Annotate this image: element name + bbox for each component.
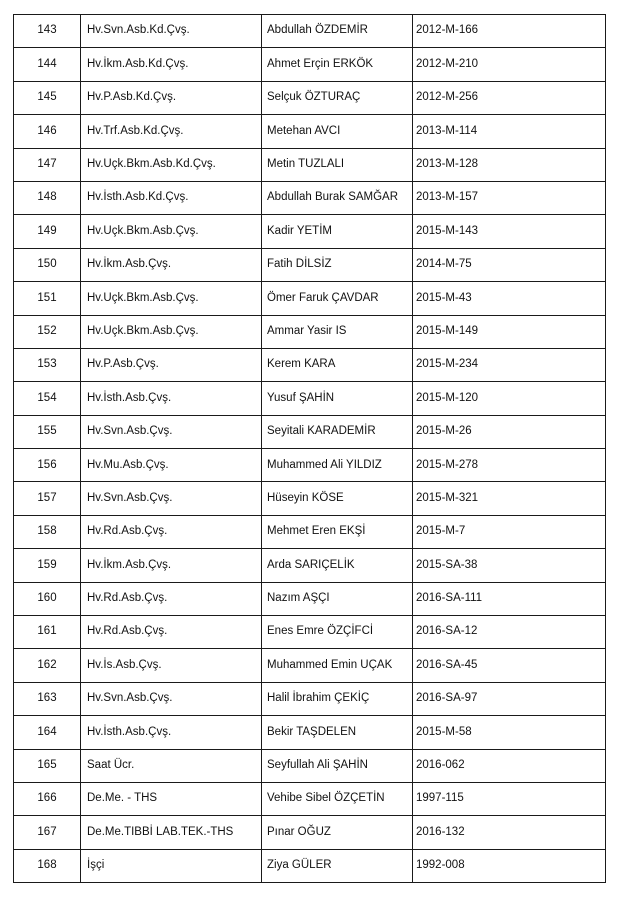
name-cell: Abdullah Burak SAMĞAR — [262, 181, 413, 214]
rank-cell: Hv.İsth.Asb.Kd.Çvş. — [81, 181, 262, 214]
registry-cell: 2015-M-234 — [413, 348, 606, 381]
rank-cell: Hv.P.Asb.Kd.Çvş. — [81, 81, 262, 114]
row-number: 152 — [14, 315, 81, 348]
name-cell: Pınar OĞUZ — [262, 816, 413, 849]
name-cell: Fatih DİLSİZ — [262, 248, 413, 281]
table-row — [14, 81, 606, 114]
row-number: 158 — [14, 515, 81, 548]
rank-cell: Hv.İkm.Asb.Çvş. — [81, 248, 262, 281]
row-number: 153 — [14, 348, 81, 381]
table-row — [14, 282, 606, 315]
table-row — [14, 15, 606, 48]
name-cell: Ahmet Erçin ERKÖK — [262, 48, 413, 81]
name-cell: Hüseyin KÖSE — [262, 482, 413, 515]
rank-cell: Hv.İsth.Asb.Çvş. — [81, 716, 262, 749]
table-row — [14, 348, 606, 381]
row-number: 145 — [14, 81, 81, 114]
rank-cell: Hv.Svn.Asb.Çvş. — [81, 482, 262, 515]
table-row — [14, 616, 606, 649]
rank-cell: Hv.P.Asb.Çvş. — [81, 348, 262, 381]
table-row — [14, 449, 606, 482]
registry-cell: 2015-M-43 — [413, 282, 606, 315]
row-number: 148 — [14, 181, 81, 214]
name-cell: Kadir YETİM — [262, 215, 413, 248]
row-number: 156 — [14, 449, 81, 482]
rank-cell: Hv.Rd.Asb.Çvş. — [81, 515, 262, 548]
row-number: 165 — [14, 749, 81, 782]
name-cell: Enes Emre ÖZÇİFCİ — [262, 616, 413, 649]
name-cell: Vehibe Sibel ÖZÇETİN — [262, 782, 413, 815]
row-number: 157 — [14, 482, 81, 515]
registry-cell: 2016-062 — [413, 749, 606, 782]
registry-cell: 2016-SA-12 — [413, 616, 606, 649]
rank-cell: Hv.Mu.Asb.Çvş. — [81, 449, 262, 482]
name-cell: Metehan AVCI — [262, 115, 413, 148]
table-row — [14, 515, 606, 548]
rank-cell: De.Me.TIBBİ LAB.TEK.-THS — [81, 816, 262, 849]
row-number: 167 — [14, 816, 81, 849]
name-cell: Muhammed Emin UÇAK — [262, 649, 413, 682]
table-row — [14, 48, 606, 81]
rank-cell: Hv.Uçk.Bkm.Asb.Çvş. — [81, 215, 262, 248]
name-cell: Ammar Yasir IS — [262, 315, 413, 348]
rank-cell: Saat Ücr. — [81, 749, 262, 782]
row-number: 166 — [14, 782, 81, 815]
row-number: 160 — [14, 582, 81, 615]
row-number: 149 — [14, 215, 81, 248]
row-number: 146 — [14, 115, 81, 148]
registry-cell: 2013-M-157 — [413, 181, 606, 214]
row-number: 159 — [14, 549, 81, 582]
registry-cell: 2013-M-114 — [413, 115, 606, 148]
name-cell: Arda SARIÇELİK — [262, 549, 413, 582]
registry-cell: 2015-M-26 — [413, 415, 606, 448]
registry-cell: 2016-SA-45 — [413, 649, 606, 682]
name-cell: Seyitali KARADEMİR — [262, 415, 413, 448]
table-row — [14, 248, 606, 281]
table-row — [14, 482, 606, 515]
row-number: 163 — [14, 682, 81, 715]
registry-cell: 2015-M-278 — [413, 449, 606, 482]
row-number: 161 — [14, 616, 81, 649]
rank-cell: De.Me. - THS — [81, 782, 262, 815]
rank-cell: Hv.İkm.Asb.Kd.Çvş. — [81, 48, 262, 81]
personnel-table — [13, 14, 606, 883]
name-cell: Kerem KARA — [262, 348, 413, 381]
rank-cell: Hv.Rd.Asb.Çvş. — [81, 616, 262, 649]
rank-cell: Hv.Uçk.Bkm.Asb.Çvş. — [81, 315, 262, 348]
rank-cell: Hv.Svn.Asb.Çvş. — [81, 682, 262, 715]
name-cell: Halil İbrahim ÇEKİÇ — [262, 682, 413, 715]
table-row — [14, 716, 606, 749]
name-cell: Metin TUZLALI — [262, 148, 413, 181]
registry-cell: 2014-M-75 — [413, 248, 606, 281]
row-number: 168 — [14, 849, 81, 882]
table-row — [14, 315, 606, 348]
row-number: 164 — [14, 716, 81, 749]
rank-cell: Hv.İkm.Asb.Çvş. — [81, 549, 262, 582]
row-number: 147 — [14, 148, 81, 181]
table-row — [14, 382, 606, 415]
row-number: 162 — [14, 649, 81, 682]
table-row — [14, 749, 606, 782]
name-cell: Ömer Faruk ÇAVDAR — [262, 282, 413, 315]
registry-cell: 2015-M-321 — [413, 482, 606, 515]
rank-cell: Hv.İsth.Asb.Çvş. — [81, 382, 262, 415]
table-row — [14, 415, 606, 448]
rank-cell: Hv.Uçk.Bkm.Asb.Kd.Çvş. — [81, 148, 262, 181]
table-row — [14, 582, 606, 615]
table-row — [14, 148, 606, 181]
table-row — [14, 782, 606, 815]
row-number: 150 — [14, 248, 81, 281]
row-number: 155 — [14, 415, 81, 448]
rank-cell: Hv.Uçk.Bkm.Asb.Çvş. — [81, 282, 262, 315]
table-row — [14, 816, 606, 849]
registry-cell: 2015-M-7 — [413, 515, 606, 548]
row-number: 151 — [14, 282, 81, 315]
table-row — [14, 849, 606, 882]
table-row — [14, 649, 606, 682]
registry-cell: 2012-M-256 — [413, 81, 606, 114]
name-cell: Mehmet Eren EKŞİ — [262, 515, 413, 548]
name-cell: Nazım AŞÇI — [262, 582, 413, 615]
registry-cell: 1992-008 — [413, 849, 606, 882]
name-cell: Yusuf ŞAHİN — [262, 382, 413, 415]
registry-cell: 2012-M-166 — [413, 15, 606, 48]
rank-cell: Hv.Svn.Asb.Çvş. — [81, 415, 262, 448]
row-number: 144 — [14, 48, 81, 81]
registry-cell: 1997-115 — [413, 782, 606, 815]
personnel-table-body — [14, 15, 606, 883]
table-row — [14, 549, 606, 582]
registry-cell: 2015-M-120 — [413, 382, 606, 415]
table-row — [14, 115, 606, 148]
name-cell: Selçuk ÖZTURAÇ — [262, 81, 413, 114]
rank-cell: İşçi — [81, 849, 262, 882]
registry-cell: 2015-M-149 — [413, 315, 606, 348]
registry-cell: 2012-M-210 — [413, 48, 606, 81]
row-number: 154 — [14, 382, 81, 415]
row-number: 143 — [14, 15, 81, 48]
table-row — [14, 682, 606, 715]
table-row — [14, 215, 606, 248]
name-cell: Ziya GÜLER — [262, 849, 413, 882]
name-cell: Seyfullah Ali ŞAHİN — [262, 749, 413, 782]
rank-cell: Hv.Trf.Asb.Kd.Çvş. — [81, 115, 262, 148]
name-cell: Bekir TAŞDELEN — [262, 716, 413, 749]
registry-cell: 2016-132 — [413, 816, 606, 849]
rank-cell: Hv.Svn.Asb.Kd.Çvş. — [81, 15, 262, 48]
registry-cell: 2015-SA-38 — [413, 549, 606, 582]
registry-cell: 2015-M-143 — [413, 215, 606, 248]
registry-cell: 2016-SA-97 — [413, 682, 606, 715]
registry-cell: 2016-SA-111 — [413, 582, 606, 615]
name-cell: Abdullah ÖZDEMİR — [262, 15, 413, 48]
rank-cell: Hv.Rd.Asb.Çvş. — [81, 582, 262, 615]
table-row — [14, 181, 606, 214]
rank-cell: Hv.İs.Asb.Çvş. — [81, 649, 262, 682]
registry-cell: 2015-M-58 — [413, 716, 606, 749]
registry-cell: 2013-M-128 — [413, 148, 606, 181]
name-cell: Muhammed Ali YILDIZ — [262, 449, 413, 482]
